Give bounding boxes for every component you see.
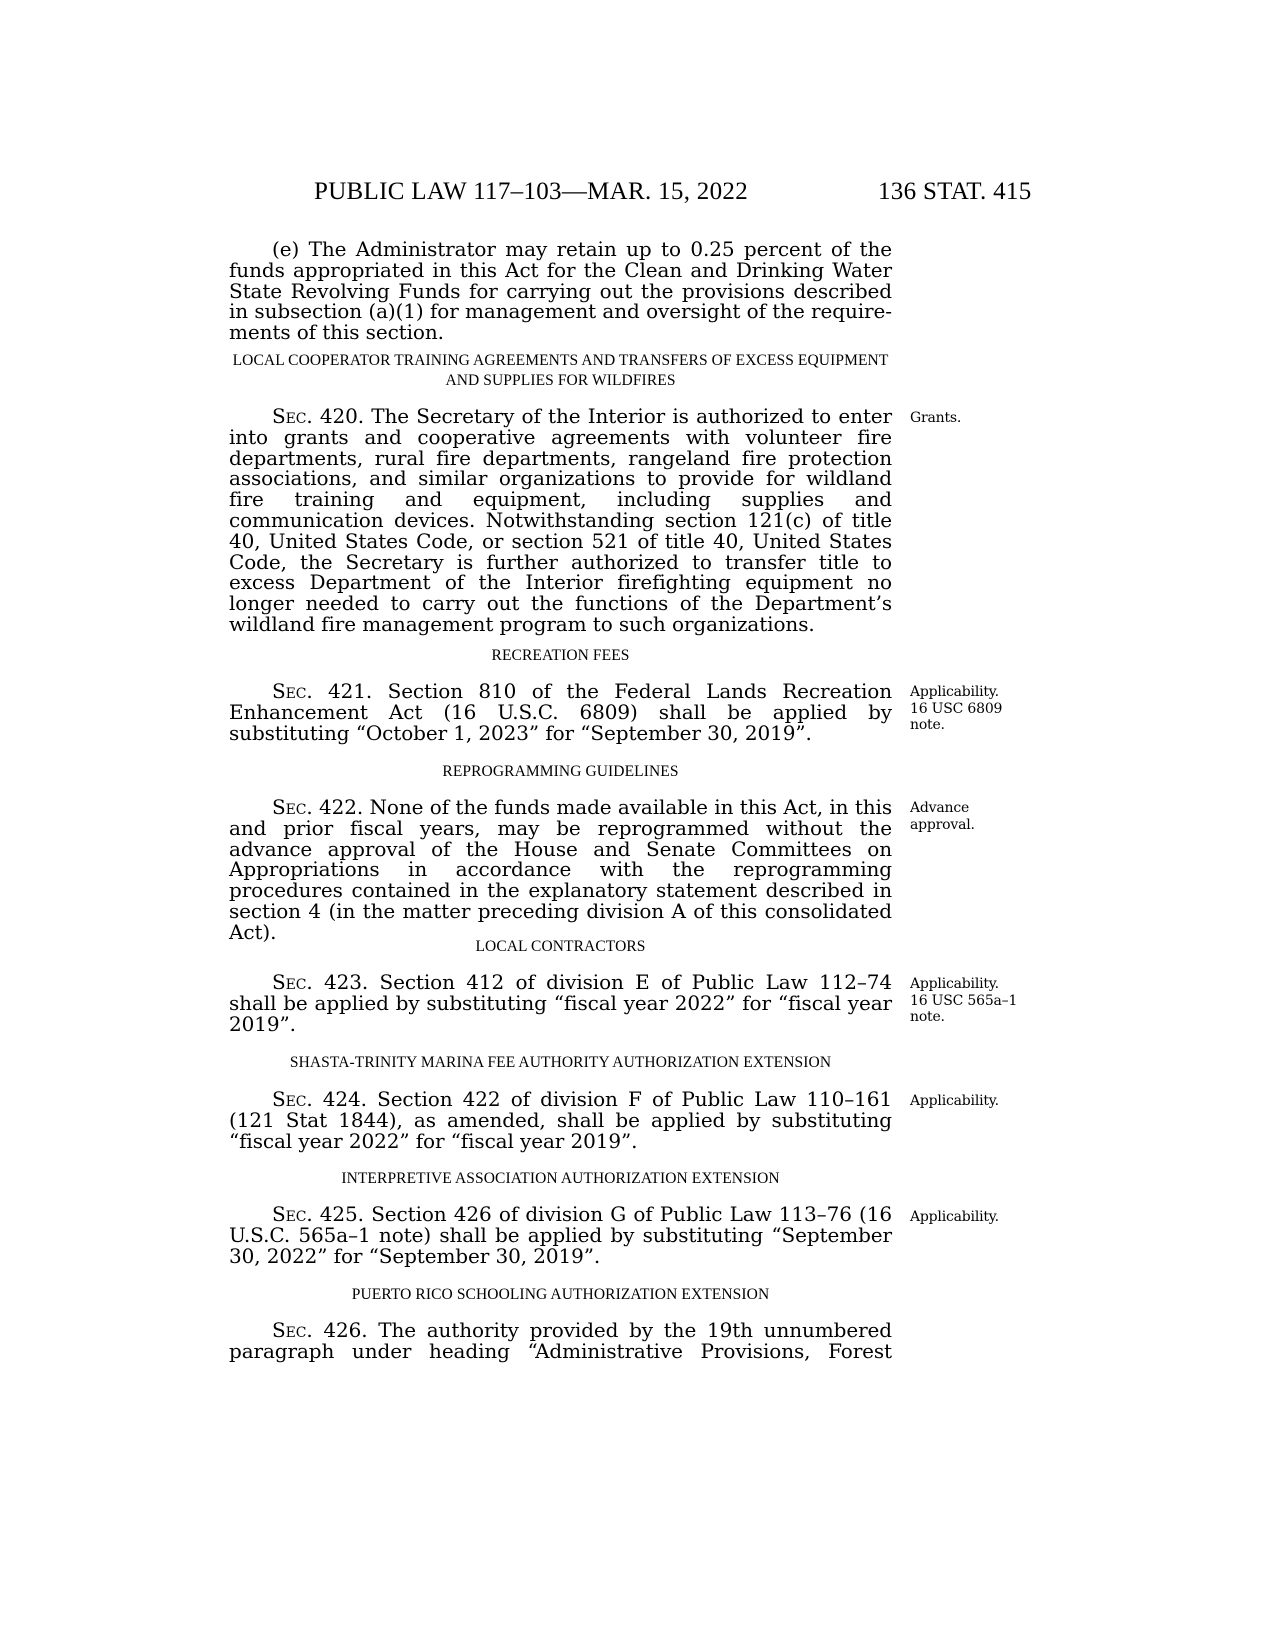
public-law-title: PUBLIC LAW 117–103—MAR. 15, 2022 bbox=[314, 178, 749, 205]
section-label: Sec. 422. bbox=[272, 795, 364, 819]
margin-note-line: Grants. bbox=[910, 410, 962, 426]
margin-note-line: Applicability. bbox=[910, 684, 999, 700]
margin-note-line: Advance bbox=[910, 800, 970, 816]
section-label: Sec. 420. bbox=[272, 404, 364, 428]
section-text: Section 412 of division E of Public Law 112–74 shall be applied by substituting “fiscal year 2022” for “fiscal year 2019”. bbox=[229, 970, 892, 1036]
margin-note-applicability-421 bbox=[910, 684, 1030, 734]
section-423-heading: LOCAL CONTRACTORS bbox=[475, 938, 646, 955]
section-label: Sec. 424. bbox=[272, 1087, 367, 1111]
section-420 bbox=[229, 406, 892, 635]
section-text: Section 422 of division F of Public Law 110–161 (121 Stat 1844), as amended, shall be applied by substituting “fiscal year 2022” for “fiscal year 2019”. bbox=[229, 1087, 892, 1153]
section-text: Section 426 of division G of Public Law 113–76 (16 U.S.C. 565a–1 note) shall be applied by substituting “September 30, 2022” for “September 30, 2019”. bbox=[229, 1202, 893, 1268]
margin-note-advance-approval bbox=[910, 800, 1030, 833]
page-header bbox=[0, 178, 1275, 218]
margin-note-applicability-424 bbox=[910, 1093, 1030, 1110]
section-label: Sec. 423. bbox=[272, 970, 369, 994]
section-426 bbox=[229, 1320, 892, 1362]
section-423 bbox=[229, 972, 892, 1034]
statute-page-number: 136 STAT. 415 bbox=[878, 178, 1032, 205]
margin-note-line: Applicability. bbox=[910, 1209, 999, 1225]
margin-note-applicability-425 bbox=[910, 1209, 1030, 1226]
paragraph-e bbox=[229, 239, 892, 343]
section-425-heading: INTERPRETIVE ASSOCIATION AUTHORIZATION EXTENSION bbox=[341, 1170, 780, 1187]
section-422-heading: REPROGRAMMING GUIDELINES bbox=[442, 763, 679, 780]
margin-note-applicability-423 bbox=[910, 976, 1030, 1026]
section-424-heading: SHASTA-TRINITY MARINA FEE AUTHORITY AUTHORIZATION EXTENSION bbox=[289, 1054, 832, 1071]
section-424 bbox=[229, 1089, 892, 1151]
paragraph-e-text: (e) The Administrator may retain up to 0.25 percent of the funds appropriated in this Act for the Clean and Drinking Water State Revolving Funds for carrying out the provisions described in subsection (a)(1) for management and oversight of the requirements of this section. bbox=[229, 237, 892, 345]
section-text: The Secretary of the Interior is authorized to enter into grants and cooperative agreements with volunteer fire departments, rural fire departments, rangeland fire protection associations, and similar organizations to provide for wildland fire training and equipment, including supplies and communication devices. Notwithstanding section 121(c) of title 40, United States Code, or section 521 of title 40, United States Code, the Secretary is further authorized to transfer title to excess Department of the Interior firefighting equipment no longer needed to carry out the functions of the Department’s wildland fire management program to such organizations. bbox=[229, 404, 892, 636]
section-text: The authority provided by the 19th unnumbered paragraph under heading “Administrative Provisions, Forest bbox=[229, 1318, 892, 1363]
margin-note-line: 16 USC 565a–1 bbox=[910, 992, 1018, 1009]
section-426-heading: PUERTO RICO SCHOOLING AUTHORIZATION EXTENSION bbox=[351, 1286, 770, 1303]
section-text: Section 810 of the Federal Lands Recreation Enhancement Act (16 U.S.C. 6809) shall be applied by substituting “October 1, 2023” for “September 30, 2019”. bbox=[229, 679, 892, 745]
margin-note-line: note. bbox=[910, 1009, 945, 1025]
section-425 bbox=[229, 1204, 892, 1266]
margin-note-line: Applicability. bbox=[910, 976, 999, 992]
section-421 bbox=[229, 681, 892, 743]
margin-note-line: note. bbox=[910, 717, 945, 733]
margin-note-line: 16 USC 6809 bbox=[910, 700, 1003, 717]
margin-note-line: Applicability. bbox=[910, 1093, 999, 1109]
section-420-heading: LOCAL COOPERATOR TRAINING AGREEMENTS AND TRANSFERS OF EXCESS EQUIPMENT AND SUPPLIES FOR WILDFIRES bbox=[232, 352, 889, 389]
margin-note-line: approval. bbox=[910, 816, 975, 833]
section-label: Sec. 425. bbox=[272, 1202, 364, 1226]
section-text: None of the funds made available in this Act, in this and prior fiscal years, may be reprogrammed without the advance approval of the House and Senate Committees on Appropriations in accordance with the reprogramming procedures contained in the explanatory statement described in section 4 (in the matter preceding division A of this consolidated Act). bbox=[229, 795, 893, 944]
margin-note-grants bbox=[910, 410, 1030, 427]
section-421-heading: RECREATION FEES bbox=[491, 647, 630, 664]
section-label: Sec. 421. bbox=[272, 679, 373, 703]
section-422 bbox=[229, 797, 892, 943]
section-label: Sec. 426. bbox=[272, 1318, 368, 1342]
